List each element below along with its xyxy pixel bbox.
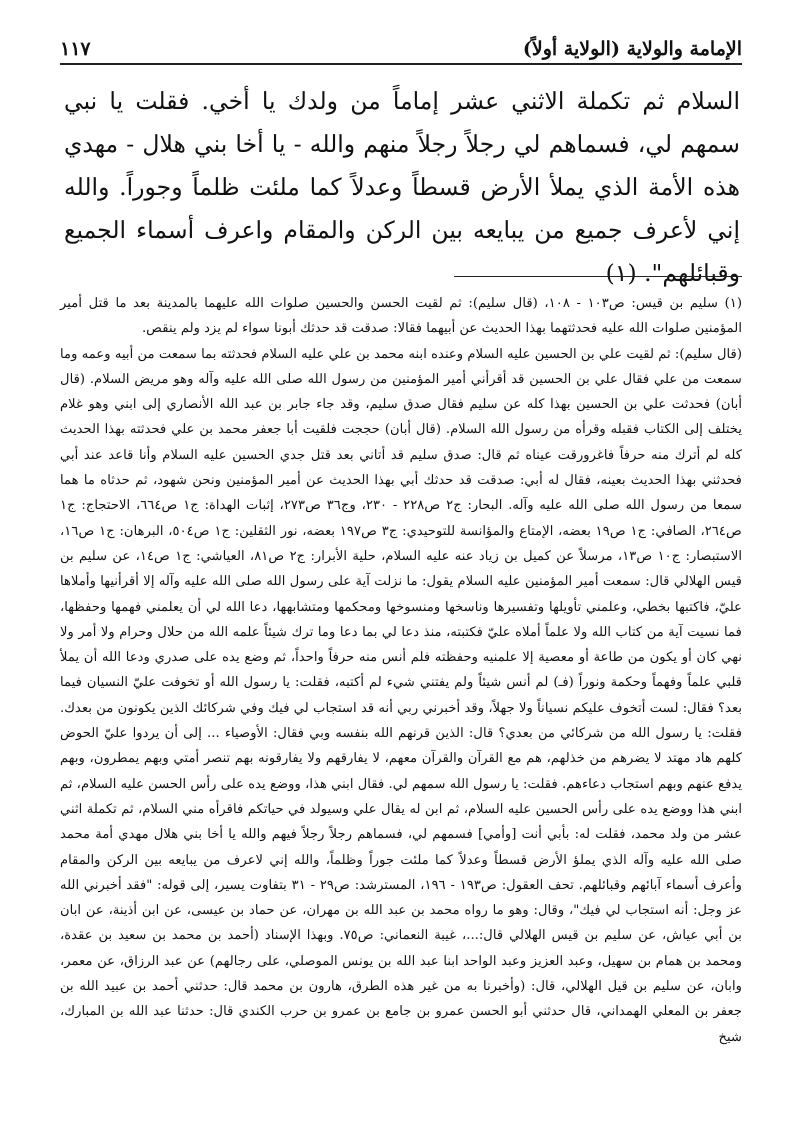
page-number: ١١٧ <box>60 38 91 60</box>
main-paragraph: السلام ثم تكملة الاثني عشر إماماً من ولدك يا أخي. فقلت يا نبي سمهم لي، فسماهم لي رجلاً رجلاً منهم والله - يا أخا بني هلال - مهدي هذه الأمة الذي يملأ الأرض قسطاً وعدلاً كما ملئت ظلماً وجوراً. والله إني لأعرف جميع من يبايعه بين الركن والمقام واعرف أسماء الجميع وقبائلهم". (١) <box>64 87 740 287</box>
header-title: الإمامة والولاية (الولاية أولاً) <box>522 38 742 60</box>
running-header <box>60 26 742 60</box>
footnotes-block <box>60 291 742 1050</box>
footnote-divider <box>454 276 742 277</box>
header-divider <box>60 63 742 65</box>
footnote-paragraph-1: (١) سليم بن قيس: ص١٠٣ - ١٠٨، (قال سليم): ثم لقيت الحسن والحسين صلوات الله عليهما بالمدينة بعد ما قتل أمير المؤمنين صلوات الله عليه فحدثتهما بهذا الحديث عن أبيهما فقالا: صدقت قد حدثك أبونا سواء لم يزد ولم ينقص. <box>60 296 743 337</box>
main-text-block <box>64 80 740 295</box>
footnote-paragraph-2: (قال سليم): ثم لقيت علي بن الحسين عليه السلام وعنده ابنه محمد بن علي عليه السلام فحدثته بما سمعت من أبيه وعمه وما سمعت من علي فقال علي بن الحسين قد أقرأني أمير المؤمنين من رسول الله صلى الله عليه وآله وهو مريض السلام. (قال أبان) فحدثت علي بن الحسين بهذا كله عن سليم فقال صدق سليم، وقد جاء جابر بن عبد الله الأنصاري إلى ابني وهو غلام يختلف إلى الكتاب فقبله وقرأه من رسول الله السلام. (قال أبان) حججت فلقيت أبا جعفر محمد بن علي فحدثته بهذا الحديث كله لم أترك منه حرفاً فاغرورقت عيناه ثم قال: صدق سليم قد أتاني بعد قتل جدي الحسين عليه السلام وأنا قاعد عند أبي فحدثني بهذا الحديث بعينه، فقال له أبي: صدقت قد حدثك أبي بهذا الحديث عن أمير المؤمنين ونحن شهود، ثم حدثاه ما هما سمعا من رسول الله صلى الله عليه وآله. البحار: ج٢ ص٢٢٨ - ٢٣٠، وج٣٦ ص٢٧٣، إثبات الهداة: ج١ ص٦٦٤، الاحتجاج: ج١ ص٢٦٤، الصافي: ج١ ص١٩ بعضه، الإمتاع والمؤانسة للتوحيدي: ج٣ ص١٩٧ بعضه، نور الثقلين: ج١ ص٥٠٤، البرهان: ج١ ص١٦، الاستبصار: ج١٠ ص١٣، مرسلاً عن كميل بن زياد عنه عليه السلام، حلية الأبرار: ج٢ ص٨١، العياشي: ج١ ص١٤، عن سليم بن قيس الهلالي قال: سمعت أمير المؤمنين عليه السلام يقول: ما نزلت آية على رسول الله صلى الله عليه وآله إلا أقرأنيها وأملاها عليّ، فاكتبها بخطي، وعلمني تأويلها وتفسيرها وناسخها ومنسوخها ومحكمها ومتشابهها، دعا الله لي أن يعلمني فهمها وحفظها، فما نسيت آية من كتاب الله ولا علماً أملاه عليّ فكتبته، منذ دعا لي بما دعا وما ترك شيئاً علمه الله من حلال وحرام ولا أمر ولا نهي كان أو يكون من طاعة أو معصية إلا علمنيه وحفظته فلم أنس منه حرفاً واحداً، ثم وضع يده على صدري ودعا الله أن يملأ قلبي علماً وفهماً وحكمة ونوراً (فـ) لم أنس شيئاً ولم يفتني شيء لم أكتبه، فقلت: يا رسول الله أو تخوفت عليّ النسيان فيما بعد؟ فقال: لست أتخوف عليكم نسياناً ولا جهلاً، وقد أخبرني ربي أنه قد استجاب لي فيك وفي شركائك الذين يكونون من بعدك. فقلت: يا رسول الله من شركائي من بعدي؟ قال: الذين قرنهم الله بنفسه وبي فقال: الأوصياء ... إلى أن يردوا عليّ الحوض كلهم هاد مهتد لا يضرهم من خذلهم، هم مع القرآن والقرآن معهم، لا يفارقهم ولا يفارقونه بهم تنصر أمتي وبهم يمطرون، وبهم يدفع عنهم وبهم استجاب دعاءهم. فقلت: يا رسول الله سمهم لي. فقال ابني هذا، ووضع يده على رأس الحسن عليه السلام، ثم ابني هذا ووضع يده على رأس الحسين عليه السلام، ثم ابن له يقال علي وسيولد في حياتكم فاقرأه مني السلام، ثم تكملة اثني عشر من ولد محمد، فقلت له: بأبي أنت [وأمي] فسمهم لي، فسماهم رجلاً رجلاً فيهم والله يا أخا بني هلال مهدي أمة محمد صلى الله عليه وآله الذي يملؤ الأرض قسطاً وعدلاً كما ملئت جوراً وظلماً، والله إني لاعرف من يبايعه بين الركن والمقام وأعرف أسماء آبائهم وقبائلهم. تحف العقول: ص١٩٣ - ١٩٦، المسترشد: ص٢٩ - ٣١ بتفاوت يسير، إلى قوله: "فقد أخبرني الله عز وجل: أنه استجاب لي فيك"، وقال: وهو ما رواه محمد بن عبد الله بن مهران، عن حماد بن عيسى، عن ابن أذينة، عن ابان بن أبي عياش، عن سليم بن قيس الهلالي قال:...، غيبة النعماني: ص٧٥. وبهذا الإسناد (أحمد بن محمد بن سعيد بن عقدة، ومحمد بن همام بن سهيل، وعبد العزيز وعبد الواحد ابنا عبد الله بن يونس الموصلي، على رجالهم) عن عبد الرزاق، عن معمر، وابان، عن سليم بن قيل الهلالي، قال: (وأخبرنا به من غير هذه الطرق، هارون بن محمد قال: حدثني أحمد بن عبيد الله بن جعفر بن المعلي الهمداني، قال حدثني أبو الحسن عمرو بن جامع بن عمرو بن حرب الكندي قال: حدثنا عبد الله بن المبارك، شيخ <box>60 346 743 1045</box>
